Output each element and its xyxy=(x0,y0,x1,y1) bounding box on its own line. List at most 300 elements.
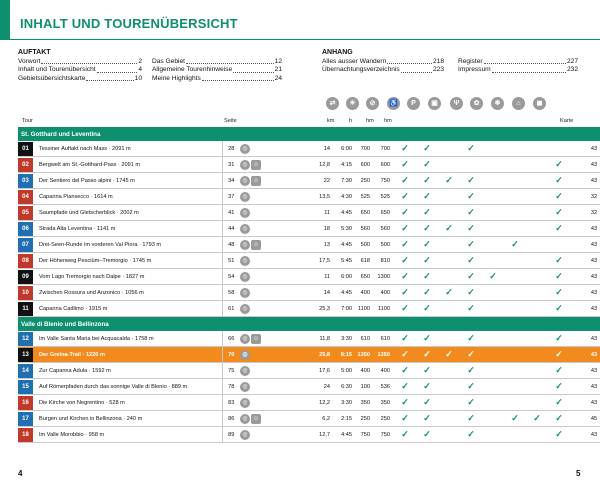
tour-row[interactable] xyxy=(18,285,600,301)
feature-check xyxy=(504,189,526,205)
trail-grade-icon: ◎ xyxy=(240,176,250,186)
feature-check: ✓ xyxy=(416,347,438,363)
tour-name: Drei-Seen-Runde im vorderen Val Piora · 1793 m xyxy=(34,237,222,253)
tour-map-number: 43 xyxy=(584,221,600,237)
page-title: INHALT UND TOURENÜBERSICHT xyxy=(20,16,238,31)
spacer-cell xyxy=(570,363,584,379)
page-number-left: 4 xyxy=(18,469,23,478)
toc-entry-page: 232 xyxy=(566,66,578,74)
tour-name: Die Kirche von Negrentino · 528 m xyxy=(34,395,222,411)
tour-number-cell xyxy=(18,141,34,157)
feature-check xyxy=(526,253,548,269)
tour-page: 75 xyxy=(222,363,240,379)
feature-check xyxy=(482,379,504,395)
tour-map-number: 43 xyxy=(584,363,600,379)
difficulty-cell xyxy=(240,157,274,173)
feature-check: ✓ xyxy=(460,363,482,379)
feature-check: ✓ xyxy=(460,205,482,221)
tour-table-body xyxy=(18,127,600,443)
tour-row[interactable] xyxy=(18,411,600,427)
tour-km: 6,2 xyxy=(274,411,334,427)
family-icon: ☺ xyxy=(252,161,260,168)
feature-check xyxy=(438,269,460,285)
feature-check: ✓ xyxy=(394,269,416,285)
toc-entry[interactable] xyxy=(152,58,282,66)
tour-km: 18 xyxy=(274,221,334,237)
feature-check: ✓ xyxy=(394,221,416,237)
difficulty-cell xyxy=(240,221,274,237)
tour-descent: 1350 xyxy=(374,347,394,363)
cable-car-icon: ⌂ xyxy=(512,97,525,110)
toc-entry-page: 218 xyxy=(432,58,444,66)
section-title: St. Gotthard und Leventina xyxy=(18,127,600,141)
tour-number-cell xyxy=(18,301,34,317)
feature-check: ✓ xyxy=(394,347,416,363)
tour-map-number: 43 xyxy=(584,301,600,317)
tour-km: 11 xyxy=(274,269,334,285)
tour-ascent: 700 xyxy=(356,141,374,157)
section-header-row xyxy=(18,127,600,141)
no-entry-icon: ⊘ xyxy=(366,97,379,110)
tour-number-cell xyxy=(18,285,34,301)
feature-check: ✓ xyxy=(460,411,482,427)
feature-check: ✓ xyxy=(416,427,438,443)
feature-check xyxy=(482,237,504,253)
tour-number-badge: 05 xyxy=(18,206,33,220)
tour-ascent: 500 xyxy=(356,237,374,253)
feature-check: ✓ xyxy=(394,285,416,301)
feature-check xyxy=(504,141,526,157)
feature-check xyxy=(504,285,526,301)
spacer-cell xyxy=(570,411,584,427)
tour-row[interactable] xyxy=(18,189,600,205)
difficulty-cell xyxy=(240,253,274,269)
feature-check: ✓ xyxy=(548,173,570,189)
toc-entry-label: Impressum xyxy=(458,66,491,74)
toc-entry-label: Das Gebiet xyxy=(152,58,185,66)
feature-check xyxy=(504,157,526,173)
tour-ascent: 1100 xyxy=(356,301,374,317)
feature-check xyxy=(482,347,504,363)
tour-page: 66 xyxy=(222,331,240,347)
tour-map-number: 43 xyxy=(584,285,600,301)
tour-km: 13 xyxy=(274,237,334,253)
signpost-icon: ⇄ xyxy=(326,97,339,110)
feature-check: ✓ xyxy=(416,269,438,285)
tour-number-badge: 15 xyxy=(18,380,33,394)
tour-row[interactable] xyxy=(18,269,600,285)
tour-ascent: 250 xyxy=(356,173,374,189)
tour-hours: 8:15 xyxy=(334,347,356,363)
trail-grade-icon: ◎ xyxy=(240,192,250,202)
tour-page: 61 xyxy=(222,301,240,317)
tour-descent: 350 xyxy=(374,395,394,411)
tour-hours: 6:00 xyxy=(334,269,356,285)
toc-dot-leader xyxy=(186,58,274,64)
spacer-cell xyxy=(570,157,584,173)
tour-number-cell xyxy=(18,379,34,395)
tour-name: Capanna Piansecco · 1614 m xyxy=(34,189,222,205)
feature-check xyxy=(482,141,504,157)
col-header-hm-up: hm xyxy=(366,118,374,124)
feature-check xyxy=(482,189,504,205)
feature-check: ✓ xyxy=(416,411,438,427)
toc-entry-label: Alles ausser Wandern xyxy=(322,58,387,66)
parking-icon: P xyxy=(407,97,420,110)
tour-page: 83 xyxy=(222,395,240,411)
tour-page: 86 xyxy=(222,411,240,427)
feature-check: ✓ xyxy=(548,253,570,269)
tour-km: 12,8 xyxy=(274,157,334,173)
toc-entry[interactable] xyxy=(458,66,578,74)
spacer-cell xyxy=(570,395,584,411)
feature-check: ✓ xyxy=(416,237,438,253)
flower-icon: ✿ xyxy=(470,97,483,110)
feature-check xyxy=(482,331,504,347)
feature-check: ✓ xyxy=(394,411,416,427)
tour-hours: 5:00 xyxy=(334,363,356,379)
tour-ascent: 400 xyxy=(356,363,374,379)
difficulty-cell xyxy=(240,189,274,205)
toc-auftakt-col2 xyxy=(152,58,282,83)
toc-entry[interactable] xyxy=(322,66,444,74)
tour-hours: 6:30 xyxy=(334,379,356,395)
tour-row[interactable] xyxy=(18,237,600,253)
trail-grade-icon: ◎ xyxy=(240,224,250,234)
tour-name: Der Greina-Trail · 1220 m xyxy=(34,347,222,363)
feature-check: ✓ xyxy=(416,331,438,347)
tour-descent: 400 xyxy=(374,363,394,379)
toc-anhang-col2 xyxy=(458,58,578,74)
tour-ascent: 750 xyxy=(356,427,374,443)
feature-check: ✓ xyxy=(504,237,526,253)
feature-check: ✓ xyxy=(416,221,438,237)
tour-descent: 750 xyxy=(374,427,394,443)
tour-number-cell xyxy=(18,363,34,379)
feature-check: ✓ xyxy=(460,237,482,253)
feature-check xyxy=(526,205,548,221)
tour-descent: 610 xyxy=(374,331,394,347)
feature-check xyxy=(438,301,460,317)
tour-number-badge: 02 xyxy=(18,158,33,172)
tour-row[interactable] xyxy=(18,221,600,237)
feature-check xyxy=(504,363,526,379)
feature-check xyxy=(526,395,548,411)
toc-entry[interactable] xyxy=(152,66,282,74)
toc-entry[interactable] xyxy=(458,58,578,66)
tour-map-number: 43 xyxy=(584,141,600,157)
toc-entry-page: 2 xyxy=(138,58,142,66)
tour-name: Zur Capanna Adula · 1592 m xyxy=(34,363,222,379)
tour-number-cell xyxy=(18,395,34,411)
feature-check xyxy=(438,189,460,205)
tour-hours: 6:00 xyxy=(334,141,356,157)
trail-grade-icon: ◎ xyxy=(240,256,250,266)
tour-ascent: 1350 xyxy=(356,347,374,363)
feature-check xyxy=(526,189,548,205)
feature-check: ✓ xyxy=(416,379,438,395)
tour-number-badge: 06 xyxy=(18,222,33,236)
category-icons-row xyxy=(0,97,600,113)
toc-dot-leader xyxy=(387,58,432,64)
tour-number-badge: 11 xyxy=(18,302,33,316)
toc-auftakt-heading: AUFTAKT xyxy=(18,49,51,56)
tour-map-number: 43 xyxy=(584,253,600,269)
tour-ascent: 100 xyxy=(356,379,374,395)
stroller-icon: ♿ xyxy=(387,97,400,110)
toc-entry[interactable] xyxy=(18,75,142,83)
toc-entry[interactable] xyxy=(18,66,142,74)
feature-check: ✓ xyxy=(438,285,460,301)
tour-hours: 7:00 xyxy=(334,301,356,317)
tour-page: 34 xyxy=(222,173,240,189)
feature-check: ✓ xyxy=(416,253,438,269)
trail-grade-icon: ◎ xyxy=(240,334,250,344)
tour-km: 14 xyxy=(274,141,334,157)
toc-auftakt xyxy=(18,49,282,83)
feature-check xyxy=(438,395,460,411)
col-header-hm-down: hm xyxy=(384,118,392,124)
trail-grade-icon: ◎ xyxy=(240,288,250,298)
tour-page: 31 xyxy=(222,157,240,173)
feature-check: ✓ xyxy=(548,157,570,173)
tour-descent: 560 xyxy=(374,221,394,237)
tour-descent: 700 xyxy=(374,141,394,157)
tour-descent: 1300 xyxy=(374,269,394,285)
tour-km: 25,8 xyxy=(274,347,334,363)
tour-page: 41 xyxy=(222,205,240,221)
feature-check xyxy=(504,301,526,317)
trail-grade-icon: ◎ xyxy=(240,160,250,170)
tour-descent: 810 xyxy=(374,253,394,269)
tour-map-number: 43 xyxy=(584,269,600,285)
feature-check xyxy=(526,285,548,301)
tour-name: Bergwelt am St.-Gotthard-Pass · 2091 m xyxy=(34,157,222,173)
toc-dot-leader xyxy=(41,58,137,64)
toc-dot-leader xyxy=(86,75,133,81)
feature-check xyxy=(504,395,526,411)
tour-name: Vom Lago Tremorgio nach Dalpe · 1827 m xyxy=(34,269,222,285)
col-header-tour: Tour xyxy=(22,118,33,124)
tour-page: 44 xyxy=(222,221,240,237)
trail-grade-icon: ◎ xyxy=(240,304,250,314)
tour-row[interactable] xyxy=(18,331,600,347)
tour-hours: 2:15 xyxy=(334,411,356,427)
tour-descent: 525 xyxy=(374,189,394,205)
feature-check: ✓ xyxy=(548,427,570,443)
feature-check: ✓ xyxy=(438,347,460,363)
feature-check xyxy=(504,221,526,237)
feature-check xyxy=(438,427,460,443)
feature-check xyxy=(438,157,460,173)
feature-check: ✓ xyxy=(526,411,548,427)
feature-check: ✓ xyxy=(416,141,438,157)
tour-map-number: 32 xyxy=(584,205,600,221)
trail-grade-icon: ◎ xyxy=(240,398,250,408)
difficulty-cell xyxy=(240,285,274,301)
feature-check: ✓ xyxy=(416,173,438,189)
feature-check: ✓ xyxy=(416,395,438,411)
spacer-cell xyxy=(570,189,584,205)
feature-check: ✓ xyxy=(394,395,416,411)
feature-check xyxy=(482,285,504,301)
feature-check xyxy=(482,395,504,411)
spacer-cell xyxy=(570,331,584,347)
trail-grade-icon: ◎ xyxy=(240,350,250,360)
feature-check xyxy=(504,427,526,443)
tour-map-number: 43 xyxy=(584,331,600,347)
feature-check xyxy=(482,205,504,221)
tour-hours: 4:45 xyxy=(334,285,356,301)
toc-dot-leader xyxy=(97,66,138,72)
tour-km: 11 xyxy=(274,205,334,221)
tour-row[interactable] xyxy=(18,363,600,379)
feature-check: ✓ xyxy=(548,379,570,395)
difficulty-cell xyxy=(240,141,274,157)
tour-ascent: 250 xyxy=(356,411,374,427)
tour-row[interactable] xyxy=(18,347,600,363)
tour-descent: 650 xyxy=(374,205,394,221)
feature-check: ✓ xyxy=(460,331,482,347)
col-header-h: h xyxy=(349,118,353,124)
tour-row[interactable] xyxy=(18,301,600,317)
tour-map-number: 43 xyxy=(584,157,600,173)
toc-entry-page: 10 xyxy=(134,74,142,82)
tour-km: 12,2 xyxy=(274,395,334,411)
tour-name: Der Sentiero del Passo alpini · 1745 m xyxy=(34,173,222,189)
feature-check xyxy=(504,379,526,395)
tour-row[interactable] xyxy=(18,427,600,443)
trail-grade-icon: ◎ xyxy=(240,240,250,250)
difficulty-cell xyxy=(240,269,274,285)
family-icon: ☺ xyxy=(252,415,260,422)
tour-row[interactable] xyxy=(18,205,600,221)
tour-page: 48 xyxy=(222,237,240,253)
tour-descent: 500 xyxy=(374,237,394,253)
tour-number-badge: 13 xyxy=(18,348,33,362)
feature-check xyxy=(548,141,570,157)
feature-check: ✓ xyxy=(394,237,416,253)
feature-check xyxy=(504,347,526,363)
feature-check xyxy=(438,205,460,221)
feature-check xyxy=(504,205,526,221)
feature-check xyxy=(438,237,460,253)
tour-row[interactable] xyxy=(18,379,600,395)
tour-name: Saumpfade und Gletscherblick · 2002 m xyxy=(34,205,222,221)
tour-row[interactable] xyxy=(18,157,600,173)
tour-page: 58 xyxy=(222,285,240,301)
tour-ascent: 600 xyxy=(356,157,374,173)
difficulty-cell xyxy=(240,301,274,317)
tour-name: Capanna Cadlimo · 1915 m xyxy=(34,301,222,317)
tour-descent: 600 xyxy=(374,157,394,173)
tour-number-cell xyxy=(18,221,34,237)
feature-check xyxy=(526,347,548,363)
tour-descent: 250 xyxy=(374,411,394,427)
tour-name: Im Valle Santa Maria bei Acquacalda · 1758 m xyxy=(34,331,222,347)
tour-hours: 4:45 xyxy=(334,237,356,253)
tour-page: 89 xyxy=(222,427,240,443)
feature-check xyxy=(438,141,460,157)
feature-check: ✓ xyxy=(460,427,482,443)
feature-check: ✓ xyxy=(460,253,482,269)
tour-name: Strada Alta Leventina · 1141 m xyxy=(34,221,222,237)
difficulty-cell xyxy=(240,205,274,221)
spacer-cell xyxy=(570,205,584,221)
tour-name: Im Valle Morobbio · 958 m xyxy=(34,427,222,443)
feature-check: ✓ xyxy=(416,285,438,301)
tour-number-badge: 03 xyxy=(18,174,33,188)
tour-number-badge: 08 xyxy=(18,254,33,268)
toc-dot-leader xyxy=(401,66,432,72)
tour-row[interactable] xyxy=(18,395,600,411)
feature-check: ✓ xyxy=(394,141,416,157)
tour-number-badge: 14 xyxy=(18,364,33,378)
toc-anhang-heading: ANHANG xyxy=(322,49,353,56)
toc-auftakt-col1 xyxy=(18,58,142,83)
feature-check: ✓ xyxy=(460,269,482,285)
family-icon: ☺ xyxy=(252,177,260,184)
feature-check xyxy=(526,379,548,395)
header-divider xyxy=(10,39,600,40)
feature-check: ✓ xyxy=(394,157,416,173)
tour-number-cell xyxy=(18,427,34,443)
feature-check: ✓ xyxy=(394,205,416,221)
col-header-karte: Karte xyxy=(560,118,574,124)
toc-entry[interactable] xyxy=(18,58,142,66)
toc-entry-label: Übernachtungsverzeichnis xyxy=(322,66,400,74)
restaurant-icon: Ψ xyxy=(450,97,463,110)
tour-hours: 5:30 xyxy=(334,221,356,237)
feature-check: ✓ xyxy=(438,221,460,237)
feature-check xyxy=(526,221,548,237)
feature-check: ✓ xyxy=(548,269,570,285)
tour-hours: 7:30 xyxy=(334,173,356,189)
difficulty-cell xyxy=(240,363,274,379)
feature-check xyxy=(438,379,460,395)
tour-ascent: 525 xyxy=(356,189,374,205)
tour-map-number: 43 xyxy=(584,347,600,363)
tour-map-number: 45 xyxy=(584,411,600,427)
tour-map-number: 43 xyxy=(584,237,600,253)
tour-row[interactable] xyxy=(18,253,600,269)
trail-grade-icon: ◎ xyxy=(240,414,250,424)
section-title: Valle di Blenio und Bellinzona xyxy=(18,317,600,332)
toc-entry[interactable] xyxy=(152,75,282,83)
trail-grade-icon: ◎ xyxy=(240,272,250,282)
tour-row[interactable] xyxy=(18,173,600,189)
toc-dot-leader xyxy=(233,66,274,72)
feature-check xyxy=(504,331,526,347)
tour-row[interactable] xyxy=(18,141,600,157)
tour-number-cell xyxy=(18,189,34,205)
feature-check xyxy=(526,173,548,189)
difficulty-cell xyxy=(240,347,274,363)
sun-icon: ☀ xyxy=(346,97,359,110)
page-number-right: 5 xyxy=(576,469,581,478)
toc-anhang-col1 xyxy=(322,58,444,74)
tour-number-cell xyxy=(18,253,34,269)
tour-table xyxy=(18,127,600,443)
spacer-cell xyxy=(570,347,584,363)
tour-descent: 1100 xyxy=(374,301,394,317)
tour-hours: 4:30 xyxy=(334,189,356,205)
spacer-cell xyxy=(570,379,584,395)
feature-check: ✓ xyxy=(394,253,416,269)
feature-check xyxy=(438,363,460,379)
feature-check xyxy=(526,427,548,443)
tour-page: 28 xyxy=(222,141,240,157)
